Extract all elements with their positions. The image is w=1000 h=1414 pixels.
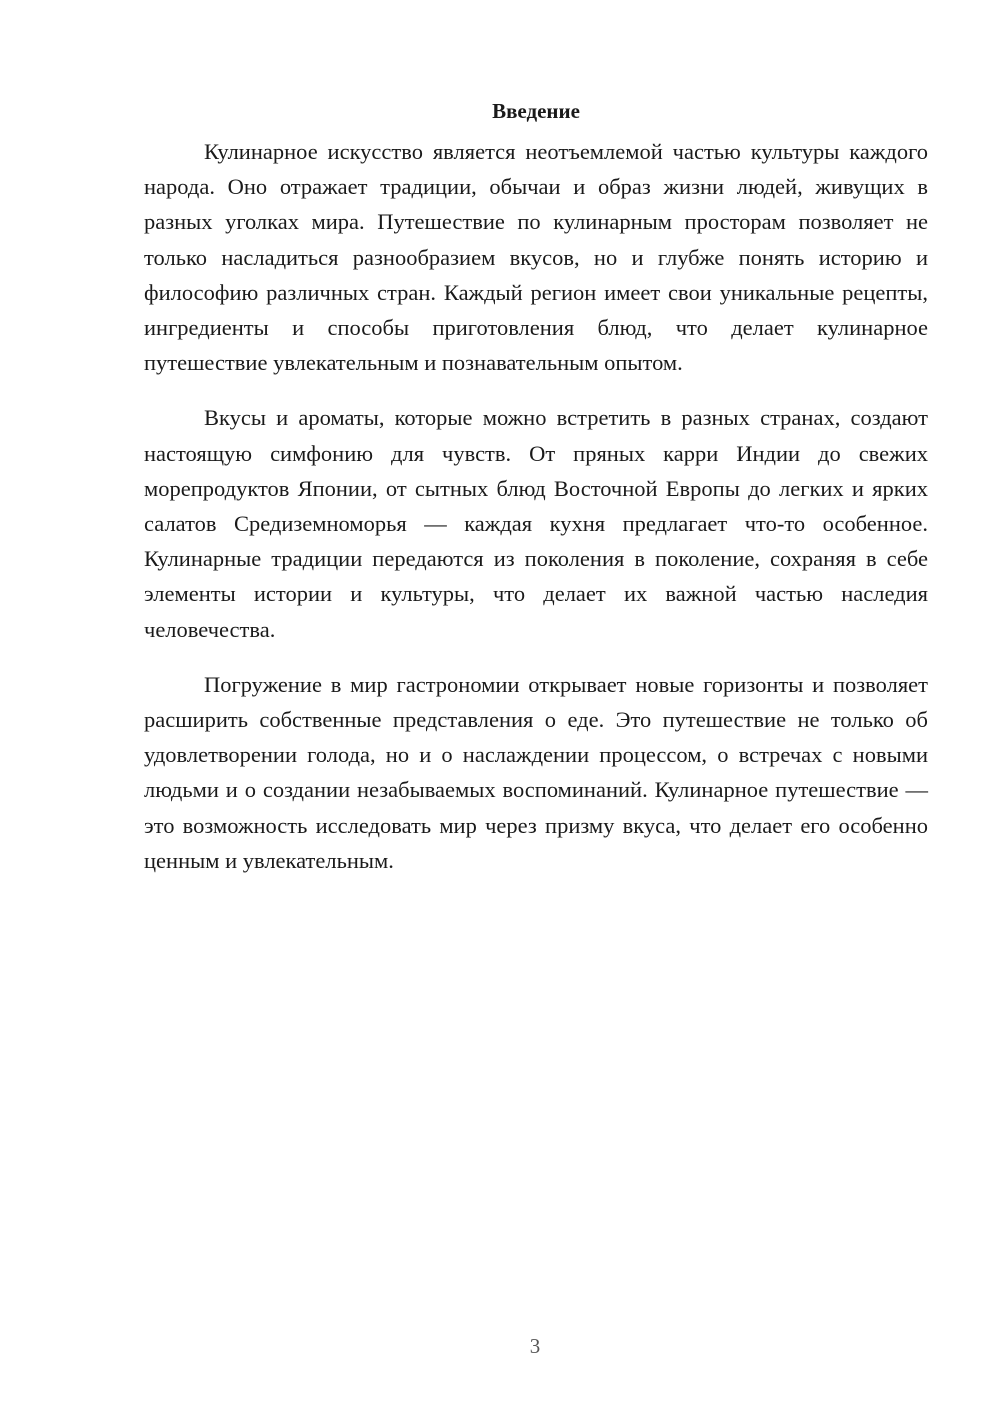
paragraph-2: Вкусы и ароматы, которые можно встретить в разных странах, создают настоящую симфонию для чувств. От пряных карри Индии до свежих морепродуктов Японии, от сытных блюд Восточной Европы до легких и ярких салатов Средиземноморья — каждая кухня предлагает что-то особенное. Кулинарные традиции передаются из поколения в поколение, сохраняя в себе элементы истории и культуры, что делает их важной частью наследия человечества. (144, 405, 928, 642)
section-title: Введение (492, 99, 580, 123)
paragraph-3: Погружение в мир гастрономии открывает новые горизонты и позволяет расширить собственные представления о еде. Это путешествие не только об удовлетворении голода, но и о наслаждении процессом, о встречах с новыми людьми и о создании незабываемых воспоминаний. Кулинарное путешествие — это возможность исследовать мир через призму вкуса, что делает его особенно ценным и увлекательным. (144, 671, 928, 873)
paragraph-1: Кулинарное искусство является неотъемлемой частью культуры каждого народа. Оно отражает традиции, обычаи и образ жизни людей, живущих в разных уголках мира. Путешествие по кулинарным просторам позволяет не только насладиться разнообразием вкусов, но и глубже понять историю и философию различных стран. Каждый регион имеет свои уникальные рецепты, ингредиенты и способы приготовления блюд, что делает кулинарное путешествие увлекательным и познавательным опытом. (144, 139, 928, 376)
page-number: 3 (529, 1334, 541, 1358)
page-content (144, 94, 928, 898)
